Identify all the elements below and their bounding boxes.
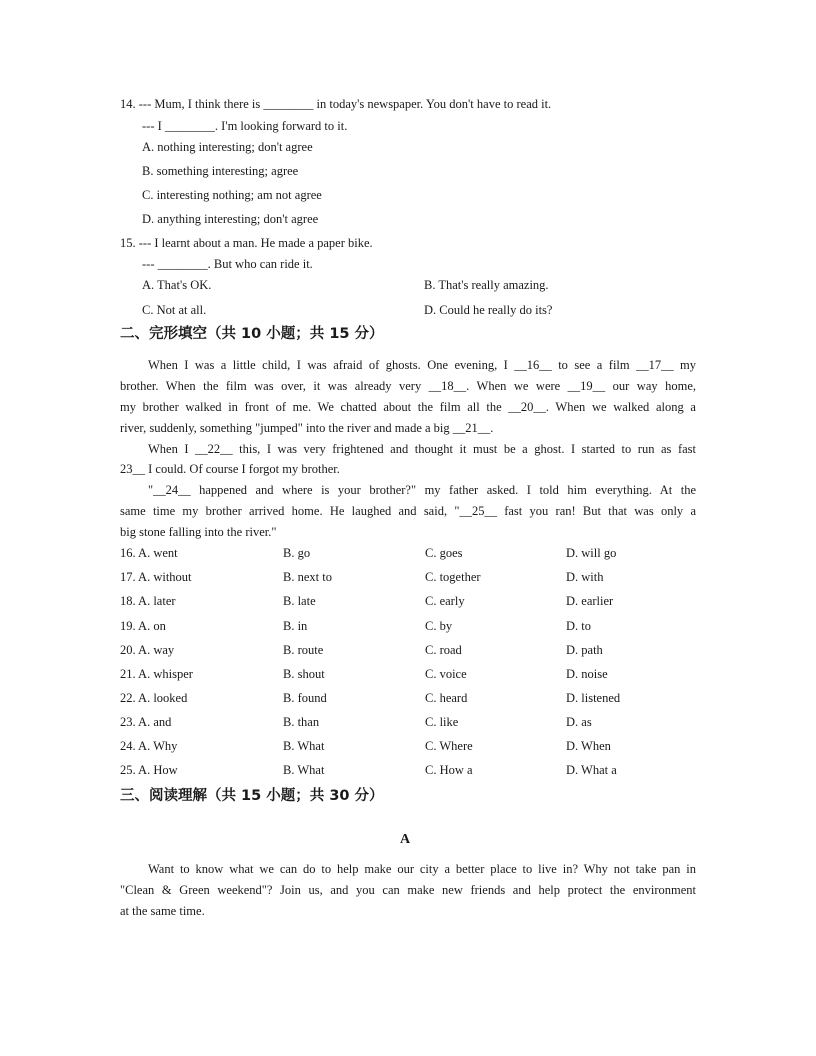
- q15-option-b: B. That's really amazing.: [424, 278, 549, 292]
- cloze-line-4: river, suddenly, something "jumped" into the river and made a big __21__.: [120, 421, 494, 435]
- choice-20-c: C. road: [425, 643, 462, 657]
- choice-18-b: B. late: [283, 594, 316, 608]
- q14-line2: --- I ________. I'm looking forward to it.: [142, 119, 348, 133]
- choice-16-b: B. go: [283, 546, 311, 560]
- choice-17-c: C. together: [425, 570, 481, 584]
- choice-21-d: D. noise: [566, 667, 608, 681]
- choice-22-a: 22. A. looked: [120, 691, 188, 705]
- choice-23-d: D. as: [566, 715, 592, 729]
- choice-20-b: B. route: [283, 643, 324, 657]
- choice-25-b: B. What: [283, 763, 325, 777]
- choice-19-b: B. in: [283, 619, 308, 633]
- choice-20-a: 20. A. way: [120, 643, 175, 657]
- choice-19-d: D. to: [566, 619, 591, 633]
- cloze-line-7: "__24__ happened and where is your brother?" my father asked. I told him everything. At the: [148, 483, 696, 497]
- q14-option-c: C. interesting nothing; am not agree: [142, 188, 322, 202]
- choice-17-a: 17. A. without: [120, 570, 192, 584]
- choice-25-a: 25. A. How: [120, 763, 178, 777]
- choice-18-d: D. earlier: [566, 594, 614, 608]
- choice-24-a: 24. A. Why: [120, 739, 178, 753]
- reading-line-2: "Clean & Green weekend"? Join us, and you can make new friends and help protect the environment: [120, 883, 696, 897]
- cloze-line-5: When I __22__ this, I was very frightened and thought it must be a ghost. I started to run as fast: [148, 442, 696, 456]
- q14-option-d: D. anything interesting; don't agree: [142, 212, 319, 226]
- choice-24-c: C. Where: [425, 739, 473, 753]
- choice-20-d: D. path: [566, 643, 603, 657]
- choice-18-a: 18. A. later: [120, 594, 176, 608]
- choice-23-c: C. like: [425, 715, 459, 729]
- reading-line-3: at the same time.: [120, 904, 205, 918]
- q15-option-d: D. Could he really do its?: [424, 303, 553, 317]
- q15-line1: 15. --- I learnt about a man. He made a paper bike.: [120, 236, 373, 250]
- choice-22-d: D. listened: [566, 691, 621, 705]
- choice-23-b: B. than: [283, 715, 320, 729]
- choice-16-a: 16. A. went: [120, 546, 178, 560]
- cloze-line-8: same time my brother arrived home. He laughed and said, "__25__ fast you ran! But that was only a: [120, 504, 696, 518]
- cloze-line-1: When I was a little child, I was afraid of ghosts. One evening, I __16__ to see a film __17__ my: [148, 358, 696, 372]
- choice-17-d: D. with: [566, 570, 604, 584]
- choice-22-b: B. found: [283, 691, 327, 705]
- passage-label: A: [400, 832, 411, 847]
- choice-18-c: C. early: [425, 594, 465, 608]
- q15-option-a: A. That's OK.: [142, 278, 212, 292]
- reading-line-1: Want to know what we can do to help make our city a better place to live in? Why not take pan in: [148, 862, 696, 876]
- choice-21-a: 21. A. whisper: [120, 667, 193, 681]
- cloze-line-2: brother. When the film was over, it was already very __18__. When we were __19__ our way home,: [120, 379, 696, 393]
- q15-option-c: C. Not at all.: [142, 303, 207, 317]
- q15-line2: --- ________. But who can ride it.: [142, 257, 313, 271]
- choice-16-c: C. goes: [425, 546, 463, 560]
- choice-21-c: C. voice: [425, 667, 467, 681]
- cloze-line-9: big stone falling into the river.": [120, 525, 277, 539]
- choice-24-d: D. When: [566, 739, 611, 753]
- q14-line1: 14. --- Mum, I think there is ________ in today's newspaper. You don't have to read it.: [120, 97, 552, 111]
- choice-17-b: B. next to: [283, 570, 332, 584]
- cloze-line-3: my brother walked in front of me. We chatted about the film all the __20__. When we walked along a: [120, 400, 696, 414]
- section3-heading: 三、阅读理解（共 15 小题；共 30 分）: [120, 788, 384, 804]
- choice-24-b: B. What: [283, 739, 325, 753]
- q14-option-a: A. nothing interesting; don't agree: [142, 140, 313, 154]
- choice-21-b: B. shout: [283, 667, 325, 681]
- choice-19-a: 19. A. on: [120, 619, 166, 633]
- q14-option-b: B. something interesting; agree: [142, 164, 299, 178]
- choice-22-c: C. heard: [425, 691, 468, 705]
- choice-25-c: C. How a: [425, 763, 473, 777]
- choice-19-c: C. by: [425, 619, 453, 633]
- choice-23-a: 23. A. and: [120, 715, 172, 729]
- choice-25-d: D. What a: [566, 763, 617, 777]
- cloze-line-6: 23__ I could. Of course I forgot my brother.: [120, 462, 340, 476]
- choice-16-d: D. will go: [566, 546, 617, 560]
- section2-heading: 二、完形填空（共 10 小题；共 15 分）: [120, 326, 384, 342]
